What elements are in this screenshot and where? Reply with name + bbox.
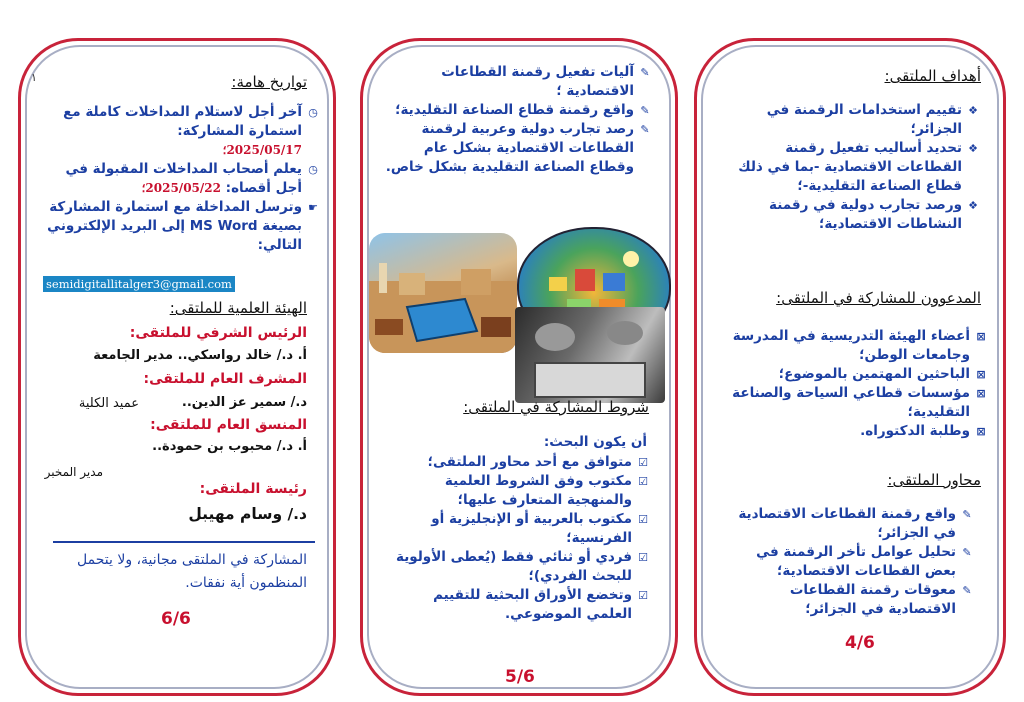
goal-item: ❖ ورصد تجارب دولية في رقمنة النشاطات الاقتصادية؛ (769, 197, 978, 232)
invited-item: ⊠ الباحثين المهتمين بالموضوع؛ (778, 366, 986, 382)
date-item: ◷ يعلم أصحاب المداخلات المقبولة في أجل أقصاه: 2025/05/22؛ (65, 161, 318, 196)
goal-item: ❖ تقييم استخدامات الرقمنة في الجزائر؛ (766, 102, 978, 137)
diamond-bullet-icon: ❖ (968, 104, 978, 117)
condition-item: ☑ وتخضع الأوراق البحثية للتقييم العلمي الموضوعي. (433, 587, 648, 622)
diamond-bullet-icon: ❖ (968, 199, 978, 212)
panel-page-4 (694, 38, 1006, 696)
condition-item: ☑ مكتوب بالعربية أو الإنجليزية أو الفرنسية؛ (431, 511, 648, 546)
coordinator-label: المنسق العام للملتقى: (150, 417, 307, 433)
pencil-icon: ✎ (962, 546, 972, 559)
invited-list (721, 327, 987, 441)
honorary-name: أ. د./ خالد رواسكي.. مدير الجامعة (93, 348, 307, 363)
diamond-bullet-icon: ❖ (968, 142, 978, 155)
date-item: ☛ وترسل المداخلة مع استمارة المشاركة بصيغة MS Word إلى البريد الإلكتروني التالي: (47, 199, 318, 253)
panel-page-5 (360, 38, 678, 696)
conditions-intro: أن يكون البحث: (543, 434, 647, 450)
general-supervisor-label: المشرف العام للملتقى: (143, 371, 307, 387)
invited-title: المدعوون للمشاركة في الملتقى: (776, 289, 981, 307)
panel-page-6 (18, 38, 336, 696)
honorary-label: الرئيس الشرفي للملتقى: (129, 325, 307, 341)
axis-item: ✎ تحليل عوامل تأخر الرقمنة في بعض القطاعات الاقتصادية؛ (756, 544, 972, 579)
clock-icon: ◷ (308, 163, 318, 176)
conditions-title: شروط المشاركة في الملتقى: (463, 398, 649, 416)
craftsman-photo (515, 307, 665, 403)
participation-note: المشاركة في الملتقى مجانية، ولا يتحمل المنظمون أية نفقات. (77, 552, 307, 591)
pencil-icon: ✎ (962, 584, 972, 597)
checkmark-box-icon: ☑ (638, 513, 648, 526)
page-number: 5/6 (505, 667, 535, 687)
checkmark-box-icon: ☑ (638, 475, 648, 488)
page-number: 6/6 (161, 609, 191, 629)
condition-item: ☑ فردي أو ثنائي فقط (يُعطى الأولوية للبحث الفردي)؛ (396, 549, 648, 584)
divider (53, 541, 315, 543)
checkmark-box-icon: ☑ (638, 589, 648, 602)
notification-date: 2025/05/22؛ (141, 181, 221, 195)
goals-list (723, 101, 979, 234)
axis-item: ✎ واقع رقمنة قطاع الصناعة التقليدية؛ (395, 102, 650, 118)
checkmark-box-icon: ☑ (638, 551, 648, 564)
condition-item: ☑ متوافق مع أحد محاور الملتقى؛ (427, 454, 648, 470)
hand-pointer-icon: ☛ (308, 201, 318, 214)
email-link-wrap (43, 273, 235, 292)
clock-icon: ◷ (308, 106, 318, 119)
invited-item: ⊠ وطلبة الدكتوراه. (860, 423, 986, 439)
coordinator-name: أ. د./ محبوب بن حمودة.. (152, 439, 307, 454)
pencil-icon: ✎ (640, 104, 650, 117)
deadline-date: 2025/05/17؛ (222, 143, 302, 157)
coordinator-role: مدير المخبر (44, 465, 103, 479)
general-supervisor-name: د./ سمير عز الدين.. (181, 395, 307, 410)
chair-label: رئيسة الملتقى: (199, 481, 307, 497)
checkbox-icon: ⊠ (976, 387, 986, 400)
axes-title: محاور الملتقى: (887, 471, 981, 489)
city-tablet-illustration (369, 233, 517, 353)
invited-item: ⊠ أعضاء الهيئة التدريسية في المدرسة وجامعات الوطن؛ (732, 328, 986, 363)
axis-item: ✎ واقع رقمنة القطاعات الاقتصادية في الجزائر؛ (738, 506, 972, 541)
condition-item: ☑ مكتوب وفق الشروط العلمية والمنهجية المتعارف عليها؛ (444, 473, 648, 508)
dates-title: تواريخ هامة: (231, 73, 307, 91)
chair-name: د./ وسام مهيبل (188, 505, 307, 523)
pencil-icon: ✎ (640, 123, 650, 136)
committee-title: الهيئة العلمية للملتقى: (169, 299, 307, 317)
corner-mark: ١ (31, 71, 37, 84)
date-item: ◷ آخر أجل لاستلام المداخلات كاملة مع استمارة المشاركة: 2025/05/17؛ (63, 104, 318, 157)
conditions-list (387, 453, 649, 624)
general-supervisor-role: عميد الكلية (78, 396, 139, 411)
page-number: 4/6 (845, 633, 875, 653)
checkbox-icon: ⊠ (976, 330, 986, 343)
goal-item: ❖ تحديد أساليب تفعيل رقمنة القطاعات الاقتصادية -بما في ذلك قطاع الصناعة التقليدية-؛ (738, 140, 978, 194)
email-link[interactable]: semidigitallitalger3@gmail.com (43, 276, 235, 292)
invited-item: ⊠ مؤسسات قطاعي السياحة والصناعة التقليدية؛ (732, 385, 986, 420)
axis-item: ✎ آليات تفعيل رقمنة القطاعات الاقتصادية ؛ (441, 64, 650, 99)
pencil-icon: ✎ (962, 508, 972, 521)
checkmark-box-icon: ☑ (638, 456, 648, 469)
axes-continued-list (385, 63, 651, 177)
pencil-icon: ✎ (640, 66, 650, 79)
dates-list (39, 103, 319, 255)
goals-title: أهداف الملتقى: (884, 67, 981, 85)
checkbox-icon: ⊠ (976, 425, 986, 438)
checkbox-icon: ⊠ (976, 368, 986, 381)
axis-item: ✎ معوقات رقمنة القطاعات الاقتصادية في الجزائر؛ (789, 582, 972, 617)
axes-list (723, 505, 973, 619)
axis-item: ✎ رصد تجارب دولية وعربية لرقمنة القطاعات الاقتصادية بشكل عام وقطاع الصناعة التقليدية بشكل خاص. (385, 121, 650, 175)
